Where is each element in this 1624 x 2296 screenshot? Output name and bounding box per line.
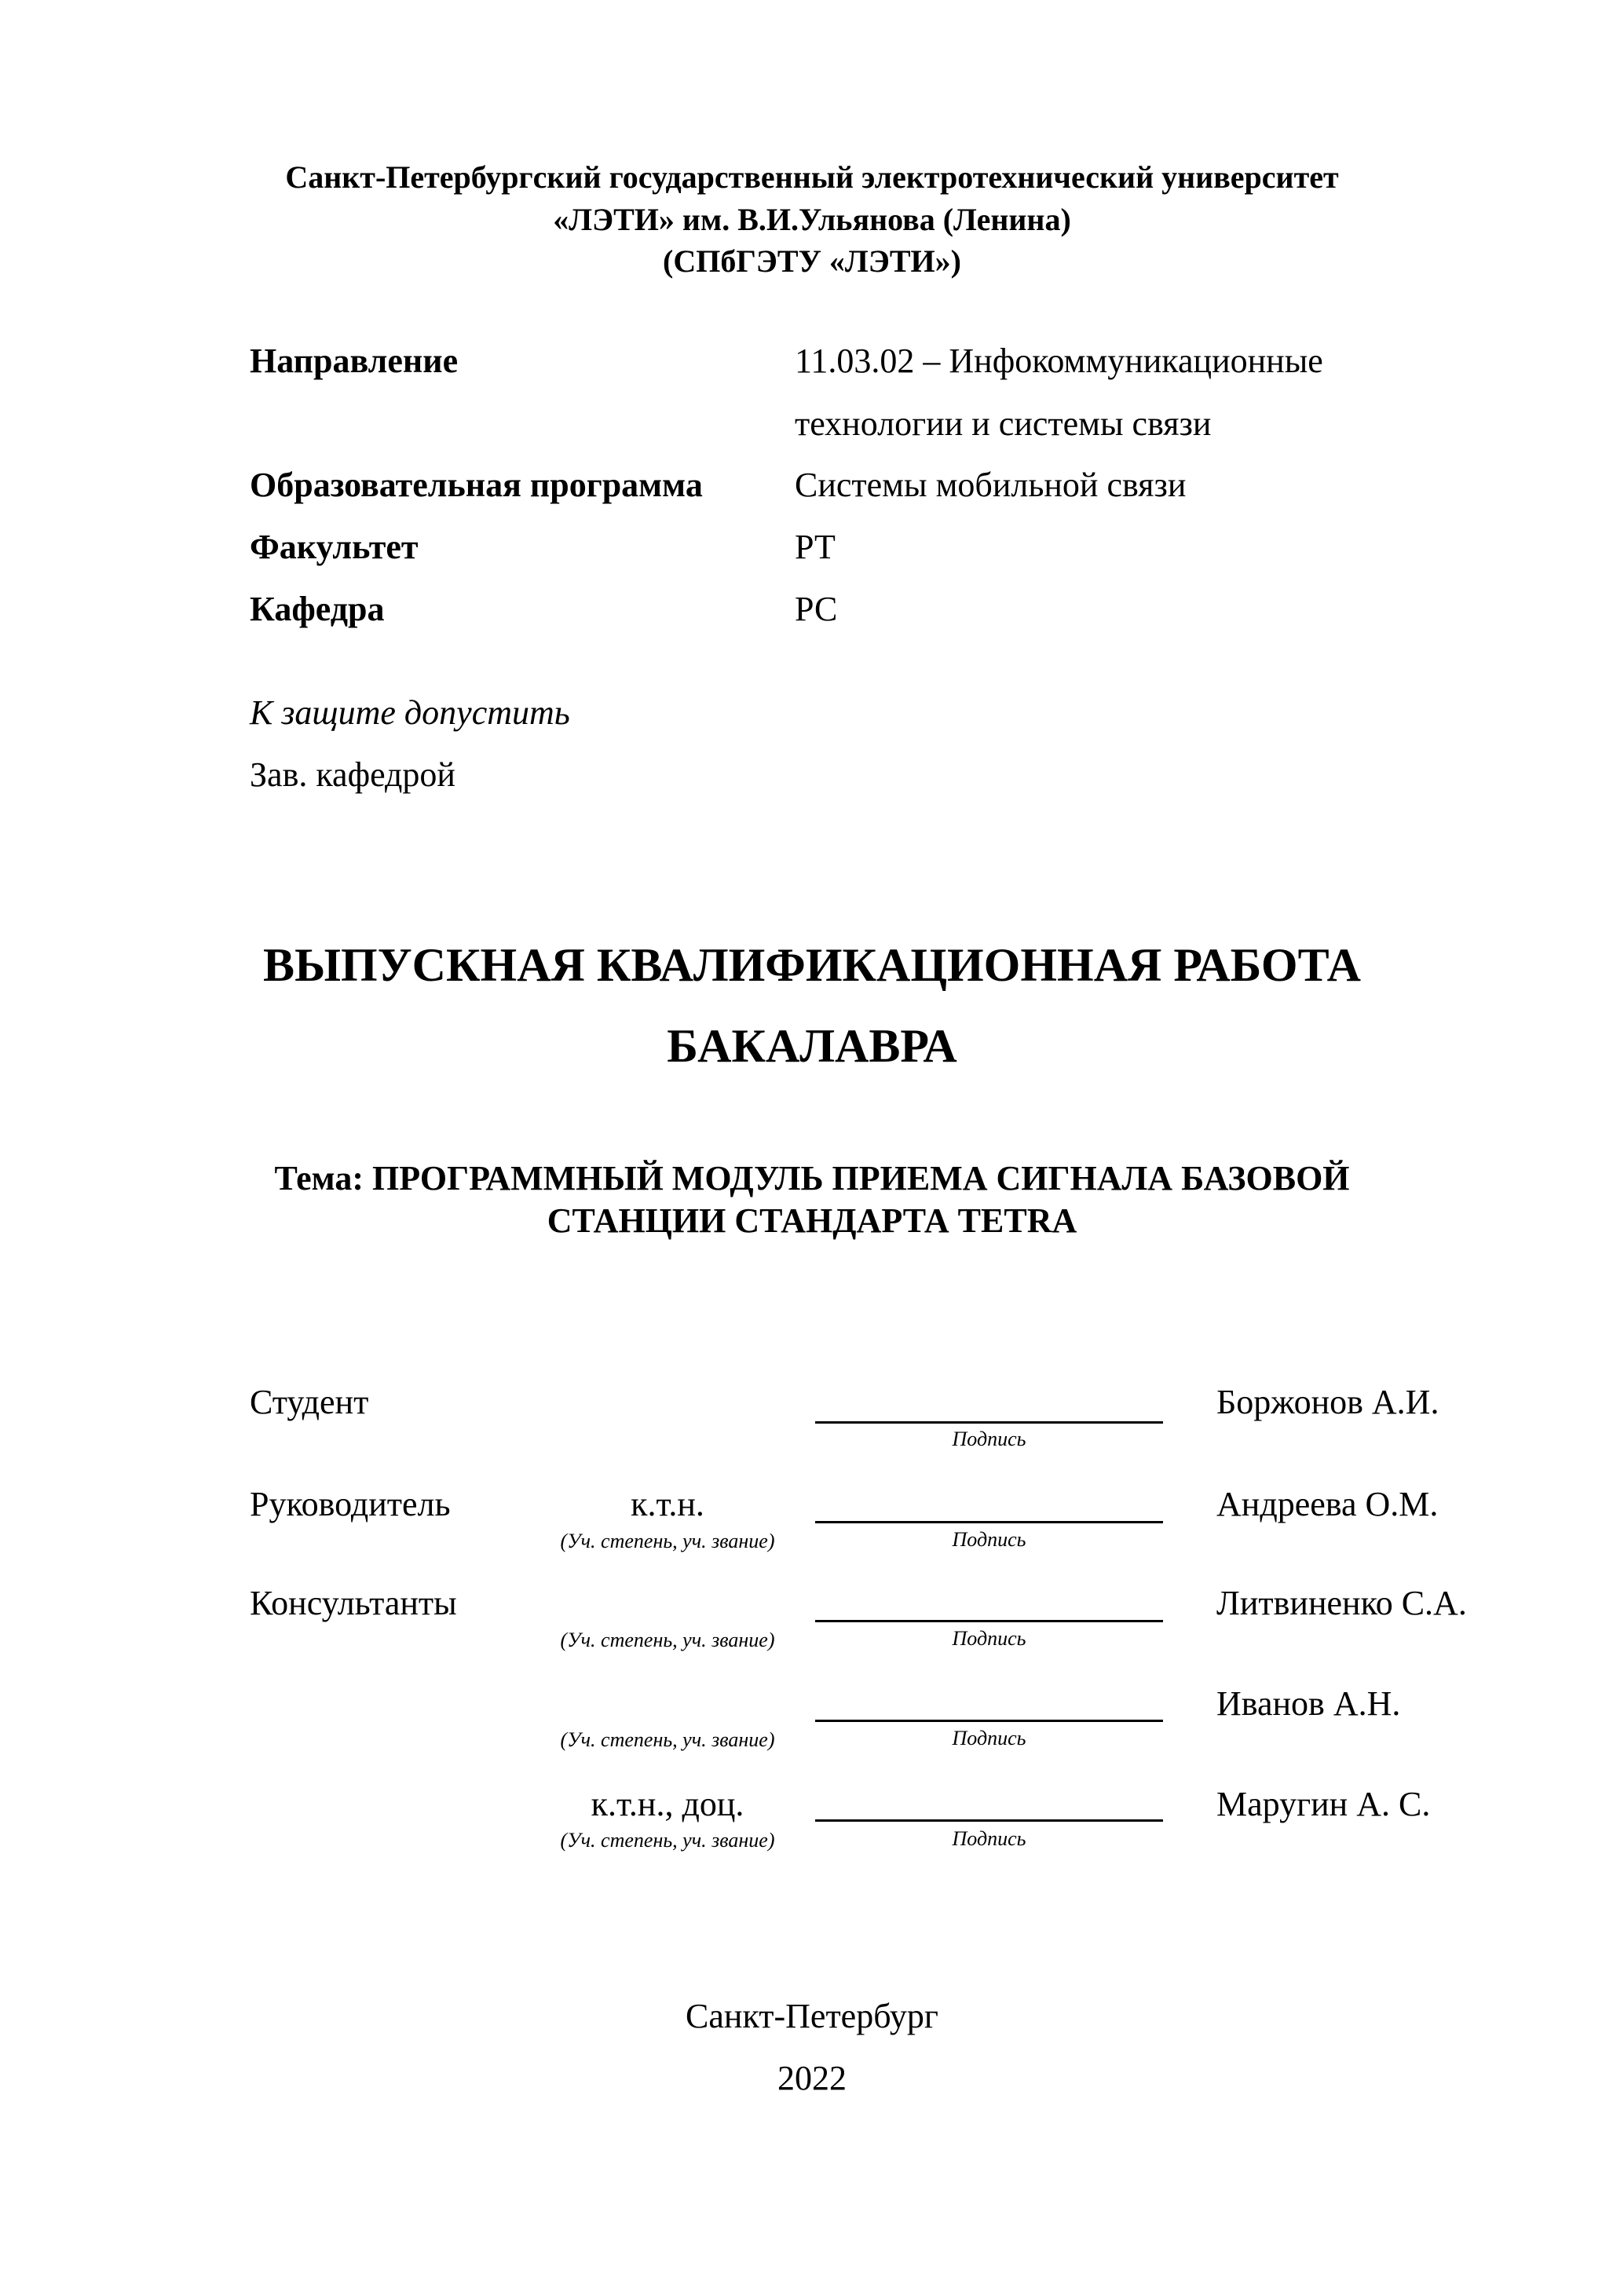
topic-line1: Тема: ПРОГРАММНЫЙ МОДУЛЬ ПРИЕМА СИГНАЛА БАЗОВОЙ xyxy=(274,1159,1350,1197)
head-of-department: Зав. кафедрой xyxy=(250,755,455,794)
signature-line-student xyxy=(815,1421,1163,1424)
signature-line-consultant-1 xyxy=(815,1620,1163,1622)
signature-caption: Подпись xyxy=(952,1428,1026,1450)
role-consultants: Консультанты xyxy=(250,1584,457,1622)
name-consultant-3: Маругин А. С. xyxy=(1216,1785,1431,1823)
document-title-line1: ВЫПУСКНАЯ КВАЛИФИКАЦИОННАЯ РАБОТА xyxy=(263,939,1361,991)
name-consultant-1: Литвиненко С.А. xyxy=(1216,1584,1467,1622)
degree-consultant-3: к.т.н., доц. xyxy=(591,1785,744,1823)
signature-caption: Подпись xyxy=(952,1827,1026,1850)
signature-line-supervisor xyxy=(815,1521,1163,1523)
topic-line2: СТАНЦИИ СТАНДАРТА TETRA xyxy=(547,1201,1077,1240)
university-short-name: «ЛЭТИ» им. В.И.Ульянова (Ленина) xyxy=(553,202,1071,237)
signature-line-consultant-2 xyxy=(815,1720,1163,1722)
name-student: Боржонов А.И. xyxy=(1216,1383,1439,1421)
degree-caption: (Уч. степень, уч. звание) xyxy=(560,1728,775,1751)
university-name: Санкт-Петербургский государственный электротехнический университет xyxy=(285,159,1339,195)
signature-caption: Подпись xyxy=(952,1727,1026,1749)
degree-supervisor: к.т.н. xyxy=(631,1485,704,1523)
degree-caption: (Уч. степень, уч. звание) xyxy=(560,1530,775,1552)
admit-to-defense: К защите допустить xyxy=(250,693,570,732)
degree-caption: (Уч. степень, уч. звание) xyxy=(560,1629,775,1651)
document-title-line2: БАКАЛАВРА xyxy=(667,1020,957,1072)
role-supervisor: Руководитель xyxy=(250,1485,451,1523)
info-value-direction-line2: технологии и системы связи xyxy=(795,404,1212,443)
info-value-faculty: РТ xyxy=(795,528,836,566)
info-value-department: РС xyxy=(795,590,838,628)
degree-caption: (Уч. степень, уч. звание) xyxy=(560,1829,775,1852)
signature-caption: Подпись xyxy=(952,1528,1026,1551)
year: 2022 xyxy=(777,2059,847,2097)
role-student: Студент xyxy=(250,1383,369,1421)
signature-caption: Подпись xyxy=(952,1627,1026,1650)
signature-line-consultant-3 xyxy=(815,1819,1163,1822)
info-value-program: Системы мобильной связи xyxy=(795,466,1187,504)
name-consultant-2: Иванов А.Н. xyxy=(1216,1684,1401,1723)
info-label-direction: Направление xyxy=(250,342,459,380)
university-abbreviation: (СПбГЭТУ «ЛЭТИ») xyxy=(663,243,961,279)
name-supervisor: Андреева О.М. xyxy=(1216,1485,1439,1523)
city: Санкт-Петербург xyxy=(686,1997,938,2035)
info-label-department: Кафедра xyxy=(250,590,385,628)
info-label-program: Образовательная программа xyxy=(250,466,703,504)
info-value-direction-line1: 11.03.02 – Инфокоммуникационные xyxy=(795,342,1323,380)
info-label-faculty: Факультет xyxy=(250,528,419,566)
